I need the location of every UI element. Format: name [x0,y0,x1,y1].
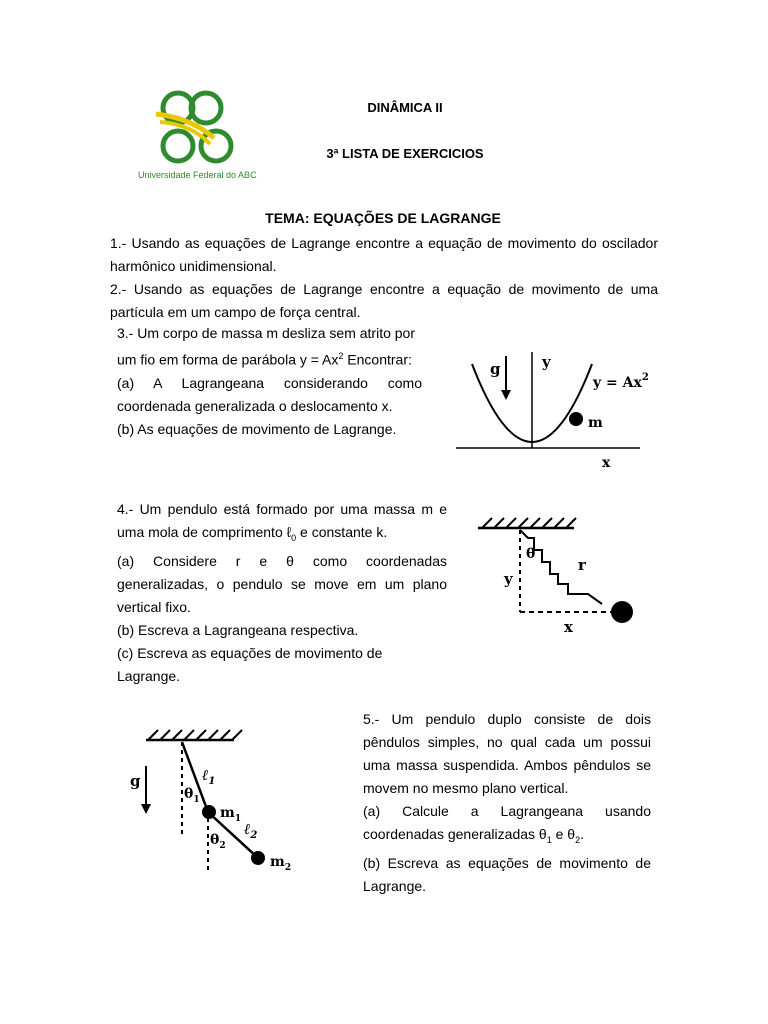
question-3 [117,322,422,441]
q5-line2: pêndulos simples, no qual cada um possui [363,734,651,750]
university-name: Universidade Federal do ABC [138,170,257,180]
q2-line2: partícula em um campo de força central. [110,304,361,320]
q3-part-b: (b) As equações de movimento de Lagrange. [117,420,397,437]
q4-line2: uma mola de comprimento ℓ$_0$ e constante k. [117,524,388,543]
q4-part-a1: (a) Considere r e θ como coordenadas [117,552,447,569]
q1-line2: harmônico unidimensional. [110,258,277,274]
q4-line1: 4.- Um pendulo está formado por uma massa m e [117,501,447,517]
q5-part-b1: (b) Escreva as equações de movimento de [363,854,651,871]
svg-text:m1: $m_1$ [220,805,242,824]
question-1 [110,232,658,324]
svg-text:θ2: $\theta_2$ [210,832,226,851]
list-title: 3ª LISTA DE EXERCICIOS [326,146,484,161]
university-logo [136,88,260,184]
question-4 [117,498,447,688]
parabola-figure [450,330,650,475]
theme-title: TEMA: EQUAÇÕES DE LAGRANGE [265,210,501,226]
q5-part-a1: (a) Calcule a Lagrangeana usando [363,803,651,819]
svg-text:θ: θ [526,546,536,562]
question-5 [363,708,651,898]
q5-part-b2: Lagrange. [363,877,427,894]
q5-line1: 5.- Um pendulo duplo consiste de dois [363,711,651,727]
q3-part-a1: (a) A Lagrangeana considerando como [117,374,422,391]
spring-pendulum-figure [470,508,650,638]
q1-line1: 1.- Usando as equações de Lagrange encontre a equação de movimento do oscilador [110,235,658,251]
svg-text:m2: $m_2$ [270,854,292,873]
svg-text:g: g [130,772,141,790]
svg-text:θ1: $\theta_1$ [184,786,200,805]
q4-part-b: (b) Escreva a Lagrangeana respectiva. [117,621,359,638]
q3-part-a2: coordenada generalizada o deslocamento x. [117,397,393,414]
svg-text:g: g [490,360,501,378]
q3-line1: 3.- Um corpo de massa m desliza sem atrito por [117,325,415,341]
svg-text:m: m [588,415,603,431]
svg-text:x: x [602,455,611,471]
svg-text:y: y [542,353,551,371]
q4-part-a3: vertical fixo. [117,598,191,615]
q2-line1: 2.- Usando as equações de Lagrange encontre a equação de movimento de uma [110,281,658,297]
q5-line4: movem no mesmo plano vertical. [363,780,569,796]
svg-text:r: r [578,556,586,574]
svg-text:ℓ1: ℓ$_1$ [202,766,216,787]
q3-line2: um fio em forma de parábola $y = Ax^2$ Encontrar: [117,351,412,368]
parabola-equation: $y = Ax^2$ [593,372,649,391]
double-pendulum-figure [120,718,300,883]
svg-text:ℓ2: ℓ$_2$ [244,820,258,841]
q4-part-c1: (c) Escreva as equações de movimento de [117,644,383,661]
svg-text:x: x [564,618,573,636]
q5-part-a2: coordenadas generalizadas $\theta_1$ e $\theta_2$. [363,826,584,845]
q5-line3: uma massa suspendida. Ambos pêndulos se [363,757,651,773]
svg-text:y: y [504,570,513,588]
q4-part-c2: Lagrange. [117,667,181,684]
course-title: DINÂMICA II [367,100,443,115]
q4-part-a2: generalizadas, o pendulo se move em um plano [117,575,447,592]
